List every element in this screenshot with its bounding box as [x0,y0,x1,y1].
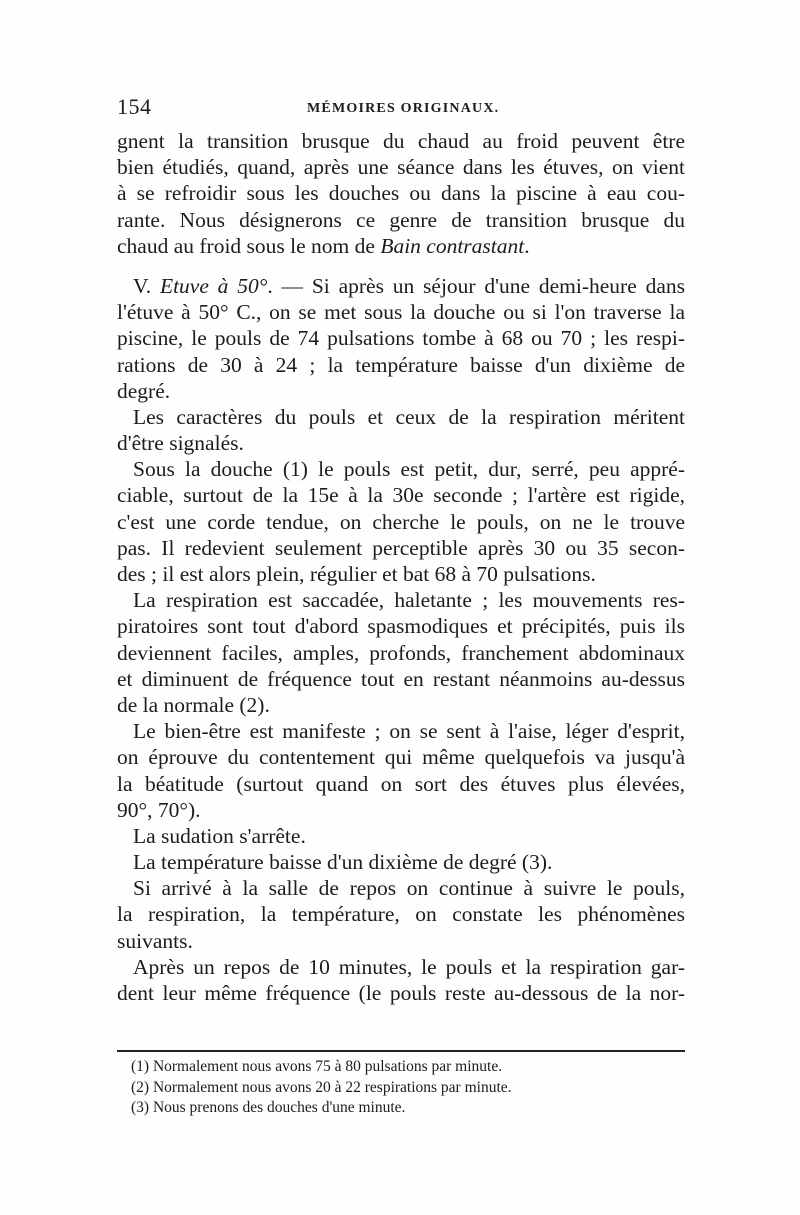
text-line: la béatitude (surtout quand on sort des étuves plus élevées, [117,771,685,796]
text-line: piratoires sont tout d'abord spasmodiques et précipités, puis ils [117,614,685,639]
text-line: bien étudiés, quand, après une séance dans les étuves, on vient [117,155,685,180]
text-line: et diminuent de fréquence tout en restant néanmoins au-dessus [117,666,685,691]
text-line: rante. Nous désignerons ce genre de transition brusque du [117,207,685,232]
paragraph-gap [117,259,685,273]
section-title: Etuve à 50° [159,273,268,298]
body-text [117,128,685,1006]
footnote-3: (3) Nous prenons des douches d'une minute. [131,1099,406,1116]
text-line: piscine, le pouls de 74 pulsations tombe à 68 ou 70 ; les respi- [117,326,685,351]
page-number: 154 [117,94,152,119]
text-line: Si arrivé à la salle de repos on continue à suivre le pouls, [133,876,685,901]
text-fragment: chaud au froid sous le nom de [117,233,381,258]
text-line: c'est une corde tendue, on cherche le pouls, on ne le trouve [117,509,685,534]
text-line: dent leur même fréquence (le pouls reste au-dessous de la nor- [117,981,685,1005]
text-line: suivants. [117,928,193,953]
text-line: La température baisse d'un dixième de degré (3). [133,850,553,875]
footnote-divider [117,1050,685,1052]
text-line: de la normale (2). [117,692,270,717]
footnote-1: (1) Normalement nous avons 75 à 80 pulsations par minute. [131,1058,503,1075]
text-line: gnent la transition brusque du chaud au froid peuvent être [117,129,685,153]
text-line: d'être signalés. [117,431,244,456]
text-line: deviennent faciles, amples, profonds, franchement abdominaux [117,640,685,665]
section-number: V. [133,273,160,298]
text-fragment: . [524,233,530,258]
text-line: La respiration est saccadée, haletante ; les mouvements res- [133,588,685,613]
text-line: degré. [117,378,171,403]
text-line: La sudation s'arrête. [133,823,306,848]
page-header [117,94,687,124]
text-line: on éprouve du contentement qui même quelquefois va jusqu'à [117,745,685,770]
text-line: Sous la douche (1) le pouls est petit, dur, serré, peu appré- [133,457,685,482]
text-line: Le bien-être est manifeste ; on se sent à l'aise, léger d'esprit, [133,719,685,744]
text-line: Les caractères du pouls et ceux de la respiration méritent [133,404,685,429]
text-fragment: . — Si après un séjour d'une demi-heure dans [267,273,685,298]
footnotes [131,1057,671,1119]
text-line: 90°, 70°). [117,797,201,822]
text-line: pas. Il redevient seulement perceptible après 30 ou 35 secon- [117,535,685,560]
section-heading-line [117,273,685,299]
text-line: la respiration, la température, on constate les phénomènes [117,902,685,927]
text-line: l'étuve à 50° C., on se met sous la douche ou si l'on traverse la [117,300,685,325]
text-line: des ; il est alors plein, régulier et bat 68 à 70 pulsations. [117,562,596,586]
text-line [117,233,685,259]
text-line: Après un repos de 10 minutes, le pouls et la respiration gar- [133,954,685,979]
text-line: rations de 30 à 24 ; la température baisse d'un dixième de [117,352,685,377]
text-line: ciable, surtout de la 15e à la 30e seconde ; l'artère est rigide, [117,483,685,508]
footnote-2: (2) Normalement nous avons 20 à 22 respirations par minute. [131,1078,512,1096]
text-line: à se refroidir sous les douches ou dans la piscine à eau cou- [117,181,685,206]
running-title: MÉMOIRES ORIGINAUX. [307,101,500,116]
italic-term: Bain contrastant [380,233,525,258]
